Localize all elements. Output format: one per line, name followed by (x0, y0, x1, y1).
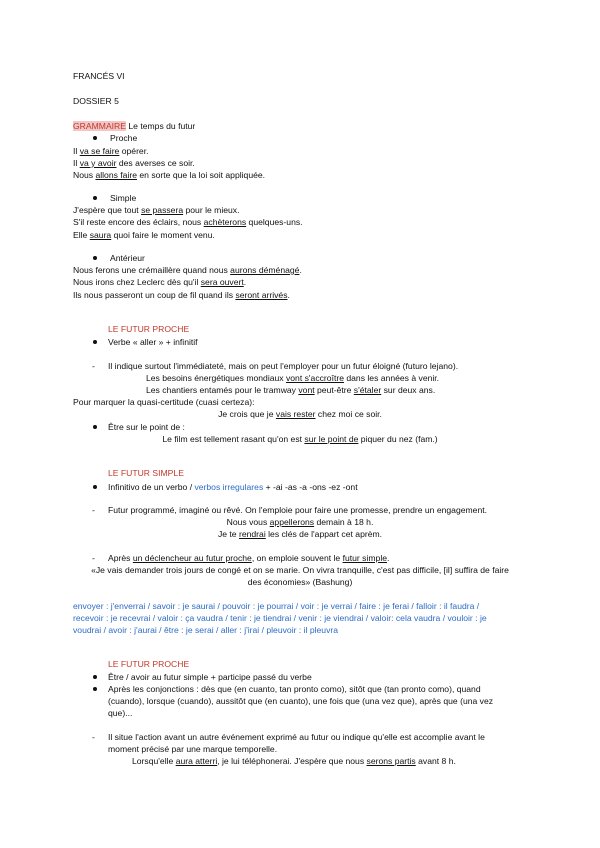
anterieur-example-3: Ils nous passeront un coup de fil quand ils seront arrivés. (73, 290, 290, 300)
simple-example-1: J'espère que tout se passera pour le mieux. (73, 205, 240, 215)
dash-marker: - (92, 553, 95, 563)
futur-proche-example-3: Je crois que je vais rester chez moi ce soir. (218, 409, 382, 419)
proche-example-3: Nous allons faire en sorte que la loi soit appliquée. (73, 170, 266, 180)
futur-proche-example-1: Les besoins énergétiques mondiaux vont s'accroître dans les années à venir. (146, 373, 440, 383)
futur-anterieur-usage-1: Il situe l'action avant un autre événement exprimé au futur ou indique qu'elle est accomplie avant le (108, 732, 485, 742)
futur-proche-usage: Il indique surtout l'immédiateté, mais on peut l'employer pour un futur éloigné (futuro lejano). (108, 361, 459, 371)
futur-proche-title: LE FUTUR PROCHE (108, 324, 190, 334)
futur-proche-quasi-certitude: Pour marquer la quasi-certitude (cuasi certeza): (73, 397, 255, 407)
futur-simple-quote-line-1: «Je vais demander trois jours de congé et on se marie. On vivra tranquille, c'est pas difficile, [il] suffira de faire (91, 565, 509, 575)
futur-simple-usage: Futur programmé, imaginé ou rêvé. On l'emploie pour faire une promesse, prendre un engagement. (108, 505, 488, 515)
bullet-icon (93, 340, 97, 344)
grammar-title: Le temps du futur (126, 121, 196, 131)
irregular-verbs-line-1: envoyer : j'enverrai / savoir : je saurai / pouvoir : je pourrai / voir : je verrai / faire : je ferai / falloir : il faudra / (73, 601, 480, 611)
anterieur-heading: Antérieur (110, 253, 145, 263)
simple-example-3: Elle saura quoi faire le moment venu. (73, 230, 215, 240)
course-title: FRANCÉS VI (73, 71, 125, 81)
irregular-verbs-line-3: voudrai / avoir : j'aurai / être : je serai / aller : j'irai / pleuvoir : il pleuvra (73, 625, 339, 635)
bullet-icon (93, 425, 97, 429)
dash-marker: - (92, 505, 95, 515)
futur-proche-example-2: Les chantiers entamés pour le tramway vont peut-être s'étaler sur deux ans. (146, 385, 436, 395)
dash-marker: - (92, 361, 95, 371)
irregular-verbs-line-2: recevoir : je recevrai / valoir : ça vaudra / tenir : je tiendrai / venir : je viendrai / valoir: cela vaudra / vouloir : je (73, 613, 487, 623)
proche-heading: Proche (110, 133, 138, 143)
simple-example-2: S'il reste encore des éclairs, nous achèterons quelques-uns. (73, 217, 303, 227)
bullet-icon (93, 256, 97, 260)
futur-anterieur-conjunctions-3: que)... (108, 708, 133, 718)
bullet-icon (93, 687, 97, 691)
futur-simple-rule: Infinitivo de un verbo / verbos irregulares + -ai -as -a -ons -ez -ont (108, 482, 358, 492)
futur-anterieur-example-1: Lorsqu'elle aura atterri, je lui téléphonerai. J'espère que nous serons partis avant 8 h. (132, 756, 456, 766)
bullet-icon (93, 485, 97, 489)
proche-example-2: Il va y avoir des averses ce soir. (73, 158, 195, 168)
anterieur-example-1: Nous ferons une crémaillère quand nous aurons déménagé. (73, 265, 302, 275)
futur-proche-example-4: Le film est tellement rasant qu'on est sur le point de piquer du nez (fam.) (162, 434, 438, 444)
simple-heading: Simple (110, 193, 137, 203)
futur-simple-example-2: Je te rendrai les clés de l'appart cet aprèm. (217, 529, 383, 539)
bullet-icon (93, 196, 97, 200)
futur-simple-declencheur: Après un déclencheur au futur proche, on emploie souvent le futur simple. (108, 553, 390, 563)
anterieur-example-2: Nous irons chez Leclerc dès qu'il sera ouvert. (73, 277, 247, 287)
bullet-icon (93, 136, 97, 140)
futur-simple-example-1: Nous vous appellerons demain à 18 h. (226, 517, 374, 527)
proche-example-1: Il va se faire opérer. (73, 146, 149, 156)
futur-simple-title: LE FUTUR SIMPLE (108, 468, 184, 478)
futur-simple-quote-line-2: des économies» (Bashung) (247, 577, 353, 587)
futur-anterieur-title: LE FUTUR PROCHE (108, 659, 190, 669)
futur-anterieur-usage-2: moment précisé par une marque temporelle. (108, 744, 278, 754)
futur-anterieur-conjunctions-1: Après les conjonctions : dès que (en cuanto, tan pronto como), sitôt que (tan pronto como), quand (108, 684, 481, 694)
dash-marker: - (92, 732, 95, 742)
grammar-label: GRAMMAIRE (73, 121, 126, 131)
futur-anterieur-rule: Être / avoir au futur simple + participe passé du verbe (108, 672, 312, 682)
dossier-title: DOSSIER 5 (73, 96, 119, 106)
futur-proche-point-de: Être sur le point de : (108, 422, 185, 432)
futur-anterieur-conjunctions-2: (cuando), lorsque (cuando), aussitôt que (en cuanto), une fois que (una vez que), après que (una vez (108, 696, 494, 706)
bullet-icon (93, 675, 97, 679)
futur-proche-rule: Verbe « aller » + infinitif (108, 337, 198, 347)
grammar-heading (73, 120, 195, 132)
